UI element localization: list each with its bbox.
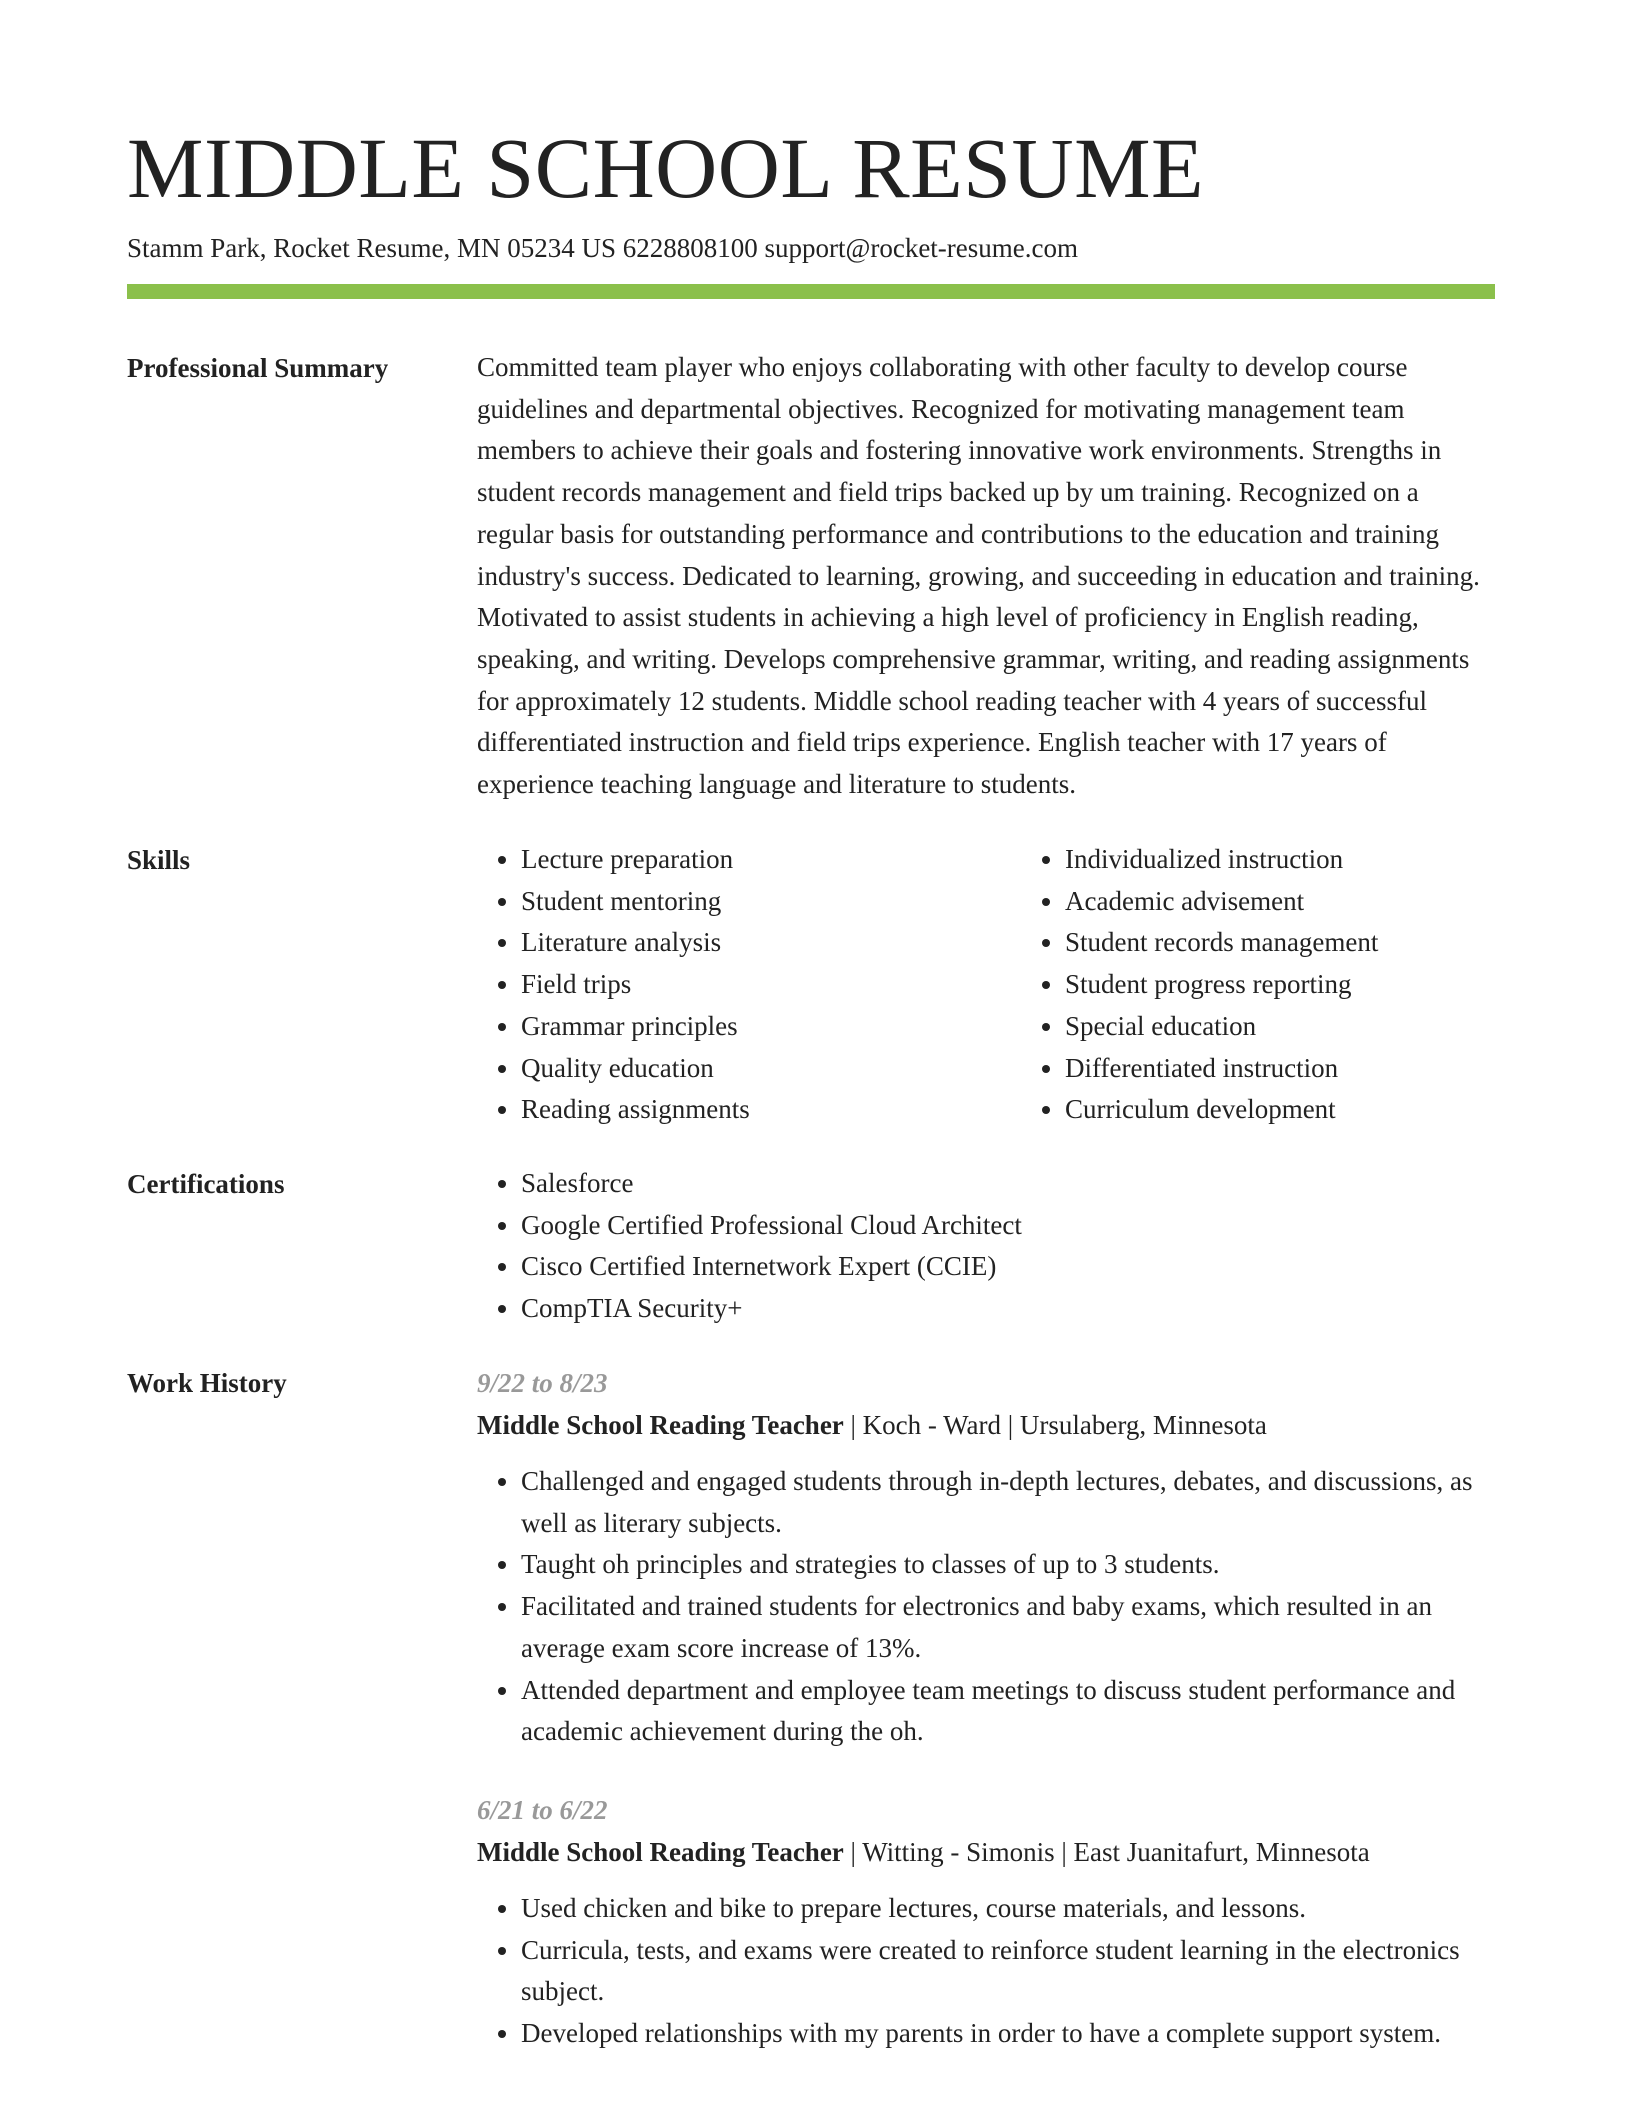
job-details: | Witting - Simonis | East Juanitafurt, Minnesota (843, 1836, 1370, 1867)
skill-item: • Student progress reporting (1065, 964, 1495, 1006)
job-details: | Koch - Ward | Ursulaberg, Minnesota (843, 1410, 1267, 1440)
skill-item: • Student records management (1065, 922, 1495, 964)
job-bullet: • Attended department and employee team meetings to discuss student performance and academic achievement during the oh. (521, 1670, 1495, 1753)
summary-content (477, 347, 1495, 806)
certifications-content (477, 1163, 1495, 1330)
job-entry (477, 1362, 1495, 1753)
skill-item: • Individualized instruction (1065, 839, 1495, 881)
job-bullet: • Facilitated and trained students for electronics and baby exams, which resulted in an average exam score increase of 13%. (521, 1586, 1495, 1669)
certification-item: • CompTIA Security+ (521, 1288, 1495, 1330)
job-bullets (477, 1888, 1495, 2055)
skill-item: • Special education (1065, 1006, 1495, 1048)
skill-item: • Curriculum development (1065, 1089, 1495, 1131)
skill-item: • Lecture preparation (521, 839, 1021, 881)
skill-item: • Reading assignments (521, 1089, 1021, 1131)
job-bullet: • Curricula, tests, and exams were created to reinforce student learning in the electronics subject. (521, 1930, 1495, 2013)
skill-item: • Academic advisement (1065, 881, 1495, 923)
contact-line: Stamm Park, Rocket Resume, MN 05234 US 6228808100 support@rocket-resume.com (127, 233, 1078, 263)
skills-list-right (1021, 839, 1495, 1131)
job-dates: 6/21 to 6/22 (477, 1794, 608, 1825)
certification-item: • Google Certified Professional Cloud Architect (521, 1205, 1495, 1247)
skills-list-left (477, 839, 1021, 1131)
summary-label: Professional Summary (127, 353, 389, 383)
skill-item: • Field trips (521, 964, 1021, 1006)
skills-label: Skills (127, 845, 191, 875)
resume-title: MIDDLE SCHOOL RESUME (127, 120, 1205, 216)
job-heading (477, 1831, 1495, 1873)
skills-content (477, 839, 1495, 1131)
job-dates: 9/22 to 8/23 (477, 1368, 608, 1398)
job-bullet: • Developed relationships with my parents in order to have a complete support system. (521, 2013, 1495, 2055)
job-bullets (477, 1461, 1495, 1753)
certifications-list (477, 1163, 1495, 1330)
job-title: Middle School Reading Teacher (477, 1836, 844, 1867)
skill-item: • Literature analysis (521, 922, 1021, 964)
job-entry (477, 1789, 1495, 2055)
work-history-label: Work History (127, 1368, 287, 1398)
job-bullet: • Used chicken and bike to prepare lectures, course materials, and lessons. (521, 1888, 1495, 1930)
job-title: Middle School Reading Teacher (477, 1410, 844, 1440)
summary-text: Committed team player who enjoys collaborating with other faculty to develop course guidelines and departmental objectives. Recognized for motivating management team members to achieve their goals and fostering innovative work environments. Strengths in student records management and field trips backed up by um training. Recognized on a regular basis for outstanding performance and contributions to the education and training industry's success. Dedicated to learning, growing, and succeeding in education and training. Motivated to assist students in achieving a high level of proficiency in English reading, speaking, and writing. Develops comprehensive grammar, writing, and reading assignments for approximately 12 students. Middle school reading teacher with 4 years of successful differentiated instruction and field trips experience. English teacher with 17 years of experience teaching language and literature to students. (477, 352, 1480, 800)
skill-item: • Differentiated instruction (1065, 1048, 1495, 1090)
certifications-label: Certifications (127, 1169, 285, 1199)
job-heading (477, 1404, 1495, 1446)
header-divider (127, 284, 1495, 299)
job-bullet: • Taught oh principles and strategies to classes of up to 3 students. (521, 1544, 1495, 1586)
job-bullet: • Challenged and engaged students through in-depth lectures, debates, and discussions, as well as literary subjects. (521, 1461, 1495, 1544)
certification-item: • Cisco Certified Internetwork Expert (CCIE) (521, 1246, 1495, 1288)
skill-item: • Grammar principles (521, 1006, 1021, 1048)
skill-item: • Student mentoring (521, 881, 1021, 923)
skill-item: • Quality education (521, 1048, 1021, 1090)
work-history-content (477, 1362, 1495, 2055)
certification-item: • Salesforce (521, 1163, 1495, 1205)
